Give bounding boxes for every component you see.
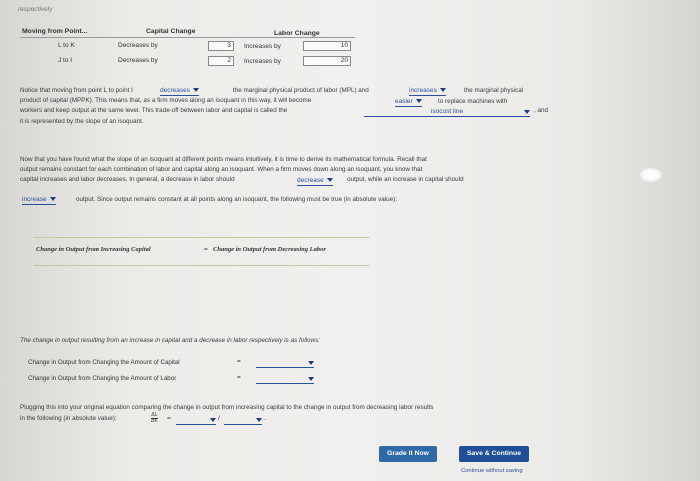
delta-fraction xyxy=(151,413,158,424)
labor-change-label: Change in Output from Changing the Amount of Labor xyxy=(28,375,177,382)
row-capital-direction: Decreases by xyxy=(118,57,158,64)
chevron-down-icon xyxy=(440,88,446,92)
screen-glare xyxy=(640,168,662,182)
row-capital-direction: Decreases by xyxy=(118,42,158,49)
dropdown-value: increase xyxy=(22,196,47,203)
labor-change-input[interactable]: 20 xyxy=(303,56,351,66)
equation-top-rule xyxy=(34,237,369,238)
text: product of capital (MPPK). This means that, as a firm moves along an isoquant in this way, it will become xyxy=(20,97,312,104)
table-header-labor: Labor Change xyxy=(274,30,320,37)
paragraph-1-line-1b xyxy=(233,86,369,96)
plug-line-2 xyxy=(20,414,117,424)
text: it is represented by the slope of an isoquant. xyxy=(20,118,144,125)
division-slash: / xyxy=(218,415,220,422)
text: in the following (in absolute value): xyxy=(20,415,117,422)
save-and-continue-button[interactable]: Save & Continue xyxy=(459,446,529,462)
capital-change-input[interactable]: 3 xyxy=(208,41,234,51)
plug-denominator-dropdown[interactable] xyxy=(224,416,262,425)
capital-change-dropdown[interactable] xyxy=(256,359,314,368)
respectively-text: respectively xyxy=(18,6,53,13)
chevron-down-icon xyxy=(416,99,422,103)
paragraph-2-line-3b xyxy=(347,175,464,185)
paragraph-1-line-1 xyxy=(20,86,133,96)
plug-line-1 xyxy=(20,403,433,413)
dropdown-value: decrease xyxy=(297,177,324,184)
fraction-denominator: ΔK xyxy=(151,418,158,424)
paragraph-1-line-3 xyxy=(20,106,287,116)
dropdown-value: increases xyxy=(409,87,437,94)
chevron-down-icon xyxy=(327,178,333,182)
labor-change-dropdown[interactable] xyxy=(256,375,314,384)
table-header-move: Moving from Point... xyxy=(22,28,88,35)
fraction-numerator: ΔL xyxy=(151,412,158,418)
text: the marginal physical xyxy=(464,87,524,94)
chevron-down-icon xyxy=(193,88,199,92)
text: Now that you have found what the slope of an isoquant at different points means intuitively, it is time to derive its mathematical formula. Recall that xyxy=(20,156,427,163)
row-move: L to K xyxy=(58,42,75,49)
continue-without-saving-link[interactable]: Continue without saving xyxy=(461,468,523,474)
paragraph-1-line-3b xyxy=(534,106,548,116)
equals-sign: = xyxy=(237,374,241,381)
table-header-rule xyxy=(20,37,355,38)
text: output. Since output remains constant at all points along an isoquant, the following must be true (in absolute value): xyxy=(76,196,397,203)
labor-effect-dropdown[interactable] xyxy=(297,177,333,186)
paragraph-2-line-3 xyxy=(20,175,235,185)
capital-change-label: Change in Output from Changing the Amount of Capital xyxy=(28,359,180,366)
dropdown-value: easier xyxy=(395,98,413,105)
paragraph-1-line-2 xyxy=(20,96,311,106)
chevron-down-icon xyxy=(308,361,314,365)
paragraph-2-line-2 xyxy=(20,165,422,175)
equals-sign: = xyxy=(237,358,241,365)
tradeoff-term-dropdown[interactable] xyxy=(364,108,530,117)
text: workers and keep output at the same level. This trade-off between labor and capital is called the xyxy=(20,107,288,114)
chevron-down-icon xyxy=(524,110,530,114)
text: output remains constant for each combination of labor and capital along an isoquant. When a firm moves down along an isoquant, you know that xyxy=(20,166,423,173)
equation-left: Change in Output from Increasing Capital xyxy=(36,246,151,253)
row-move: J to I xyxy=(58,57,73,64)
mpl-direction-dropdown[interactable] xyxy=(160,87,199,96)
text: , and xyxy=(534,107,549,114)
row-labor-direction: Increases by xyxy=(244,58,281,65)
change-section-intro: The change in output resulting from an increase in capital and a decrease in labor respectively is as follows: xyxy=(20,337,320,344)
capital-change-input[interactable]: 2 xyxy=(208,56,234,66)
chevron-down-icon xyxy=(308,377,314,381)
paragraph-1-line-1c xyxy=(464,86,523,96)
chevron-down-icon xyxy=(210,418,216,422)
labor-change-input[interactable]: 10 xyxy=(303,41,351,51)
paragraph-1-line-2b xyxy=(438,97,507,107)
replace-ease-dropdown[interactable] xyxy=(395,98,422,107)
grade-it-now-button[interactable]: Grade It Now xyxy=(379,446,437,462)
capital-effect-dropdown[interactable] xyxy=(22,196,56,205)
dropdown-value: decreases xyxy=(160,87,190,94)
chevron-down-icon xyxy=(256,418,262,422)
paragraph-1-line-4 xyxy=(20,117,144,127)
plug-numerator-dropdown[interactable] xyxy=(176,416,216,425)
row-labor-direction: Increases by xyxy=(244,43,281,50)
equation-equals: = xyxy=(204,246,208,253)
dropdown-value: isocost line xyxy=(430,108,464,115)
paragraph-2-line-1 xyxy=(20,155,427,165)
text: Notice that moving from point L to point I xyxy=(20,87,133,94)
mppk-direction-dropdown[interactable] xyxy=(409,87,446,96)
plug-equals: = xyxy=(167,415,171,422)
text: capital increases and labor decreases. In general, a decrease in labor should xyxy=(20,176,235,183)
table-header-capital: Capital Change xyxy=(146,28,196,35)
paragraph-2-line-4 xyxy=(76,195,397,205)
text: output, while an increase in capital should xyxy=(347,176,464,183)
equation-bottom-rule xyxy=(34,265,369,266)
text: the marginal physical product of labor (MPL) and xyxy=(233,87,369,94)
text: to replace machines with xyxy=(438,98,508,105)
chevron-down-icon xyxy=(50,197,56,201)
equation-right: Change in Output from Decreasing Labor xyxy=(213,246,326,253)
plug-period: . xyxy=(264,415,266,422)
text: Plugging this into your original equation comparing the change in output from increasing capital to the change in output from decreasing labor results xyxy=(20,404,434,411)
